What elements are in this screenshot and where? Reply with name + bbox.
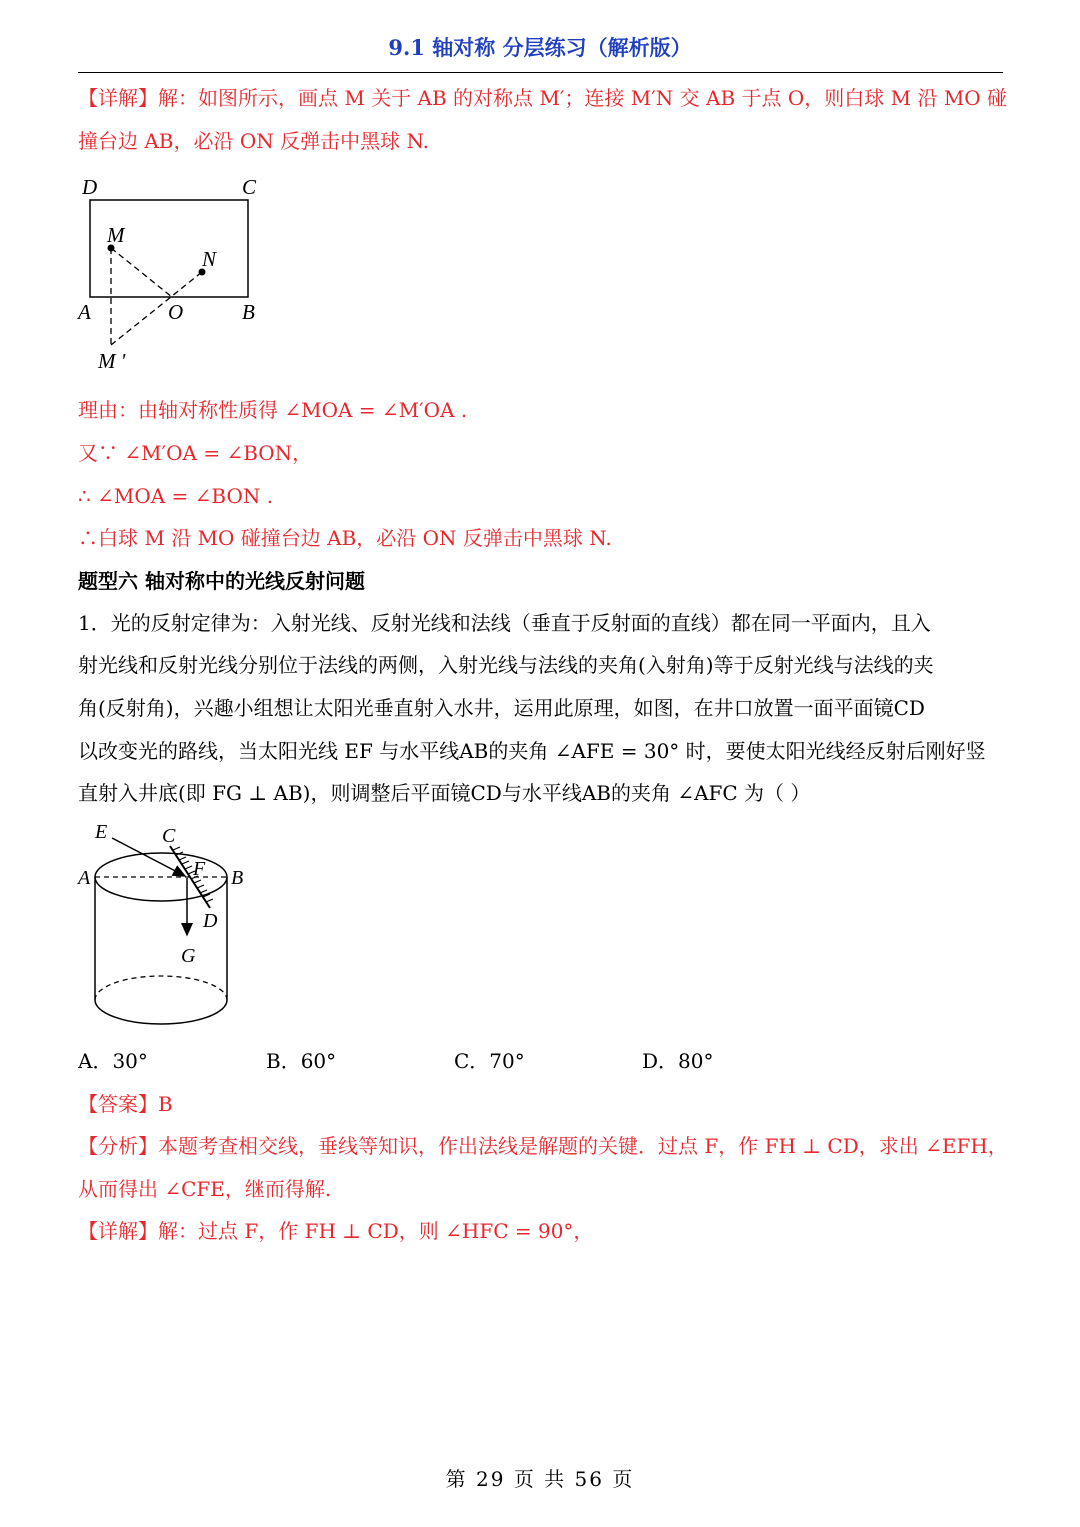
reason-line2: 又∵ ∠M′OA = ∠BON， [78, 441, 313, 465]
explain1-line1: 【详解】解：如图所示，画点 M 关于 AB 的对称点 M′；连接 M′N 交 AB 于点 O，则白球 M 沿 MO 碰 [78, 86, 1008, 110]
explain2-line1: 【详解】解：过点 F，作 FH ⊥ CD，则 ∠HFC = 90°， [78, 1219, 594, 1243]
label-d: D [82, 175, 98, 199]
label-m-prime: M ' [98, 349, 126, 373]
label-b: B [242, 300, 255, 324]
label-o: O [168, 300, 184, 324]
label-n: N [202, 247, 217, 271]
label-c2: C [162, 825, 176, 847]
label-e: E [95, 821, 108, 843]
question-line3: 角(反射角)，兴趣小组想让太阳光垂直射入水井，运用此原理，如图，在井口放置一面平面镜CD [78, 696, 925, 720]
page-header-title: 9.1 轴对称 分层练习（解析版） [388, 35, 692, 60]
label-b2: B [231, 867, 244, 889]
option-d[interactable]: D．80° [642, 1049, 714, 1073]
well-bottom-front [95, 1000, 227, 1024]
analysis-line2: 从而得出 ∠CFE，继而得解. [78, 1177, 332, 1201]
analysis-line1: 【分析】本题考查相交线，垂线等知识，作出法线是解题的关键．过点 F，作 FH ⊥ CD，求出 ∠EFH， [78, 1134, 1008, 1158]
answer-line: 【答案】B [78, 1092, 173, 1116]
label-d2: D [203, 910, 218, 932]
label-f: F [193, 858, 206, 880]
label-a: A [78, 300, 91, 324]
section-title: 题型六 轴对称中的光线反射问题 [78, 569, 365, 593]
option-a[interactable]: A．30° [78, 1049, 148, 1073]
option-c[interactable]: C．70° [454, 1049, 525, 1073]
well-bottom-back [95, 976, 227, 1000]
option-b[interactable]: B．60° [266, 1049, 337, 1073]
reason-line4: ∴白球 M 沿 MO 碰撞台边 AB，必沿 ON 反弹击中黑球 N. [78, 526, 612, 550]
question-line2: 射光线和反射光线分别位于法线的两侧，入射光线与法线的夹角(入射角)等于反射光线与法线的夹 [78, 653, 934, 677]
question-line4: 以改变光的路线，当太阳光线 EF 与水平线AB的夹角 ∠AFE = 30° 时，要使太阳光线经反射后刚好竖 [78, 739, 986, 763]
page-footer: 第 29 页 共 56 页 [445, 1467, 635, 1491]
question-line1: 1．光的反射定律为：入射光线、反射光线和法线（垂直于反射面的直线）都在同一平面内，且入 [78, 611, 931, 635]
reason-line3: ∴ ∠MOA = ∠BON . [78, 484, 274, 508]
reason-line1: 理由：由轴对称性质得 ∠MOA = ∠M′OA . [78, 398, 468, 422]
explain1-line2: 撞台边 AB，必沿 ON 反弹击中黑球 N. [78, 129, 430, 153]
label-g: G [181, 945, 196, 967]
label-a2: A [78, 867, 91, 889]
question-line5: 直射入井底(即 FG ⊥ AB)，则调整后平面镜CD与水平线AB的夹角 ∠AFC 为（ ） [78, 781, 811, 805]
label-c: C [242, 175, 257, 199]
label-m: M [107, 223, 125, 247]
